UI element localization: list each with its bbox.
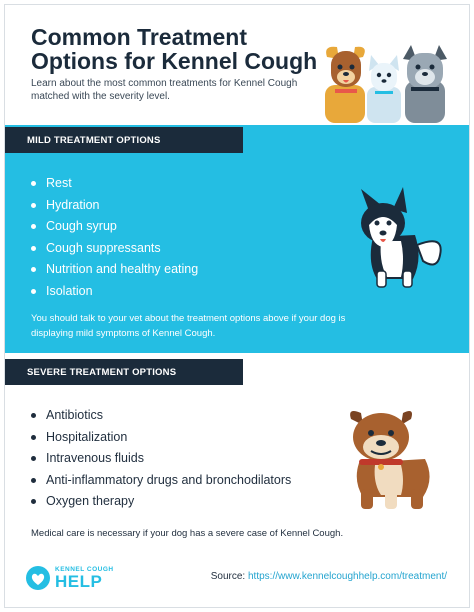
list-item: Intravenous fluids (31, 448, 291, 470)
source-link[interactable]: https://www.kennelcoughhelp.com/treatment/ (248, 571, 447, 582)
list-item: Anti-inflammatory drugs and bronchodilators (31, 470, 291, 492)
header (5, 5, 469, 123)
bullet-icon (31, 203, 36, 208)
severe-section (5, 353, 469, 553)
list-item: Rest (31, 173, 198, 195)
bullet-icon (31, 181, 36, 186)
mild-options-list (31, 173, 198, 302)
severe-options-list (31, 405, 291, 513)
logo-small-text: KENNEL COUGH (55, 566, 114, 573)
bullet-icon (31, 478, 36, 483)
brand-logo[interactable] (25, 565, 114, 591)
bullet-icon (31, 267, 36, 272)
page-subtitle: Learn about the most common treatments for Kennel Cough matched with the severity level. (31, 78, 298, 102)
mild-section (5, 125, 469, 353)
severe-note: Medical care is necessary if your dog has a severe case of Kennel Cough. (31, 528, 344, 539)
list-item: Antibiotics (31, 405, 291, 427)
bulldog-illustration (345, 405, 441, 513)
list-item: Cough suppressants (31, 238, 198, 260)
list-item: Nutrition and healthy eating (31, 259, 198, 281)
mild-note: You should talk to your vet about the treatment options above if your dog is displaying mild symptoms of Kennel Cough. (31, 313, 346, 339)
husky-illustration (351, 179, 447, 291)
bullet-icon (31, 413, 36, 418)
list-item: Cough syrup (31, 216, 198, 238)
bullet-icon (31, 435, 36, 440)
page-title: Common Treatment Options for Kennel Cough (31, 24, 318, 74)
list-item: Isolation (31, 281, 198, 303)
mild-heading: MILD TREATMENT OPTIONS (4, 127, 243, 153)
bullet-icon (31, 289, 36, 294)
bullet-icon (31, 224, 36, 229)
list-item: Oxygen therapy (31, 491, 291, 513)
list-item: Hydration (31, 195, 198, 217)
bullet-icon (31, 456, 36, 461)
infographic (4, 4, 470, 608)
list-item: Hospitalization (31, 427, 291, 449)
logo-big-text: HELP (55, 572, 103, 591)
three-dogs-illustration (319, 41, 455, 123)
paw-heart-logo (25, 565, 51, 591)
severe-heading: SEVERE TREATMENT OPTIONS (4, 359, 243, 385)
bullet-icon (31, 499, 36, 504)
source-label: Source: (210, 571, 246, 582)
source-line (211, 571, 447, 582)
bullet-icon (31, 246, 36, 251)
footer (5, 551, 469, 607)
